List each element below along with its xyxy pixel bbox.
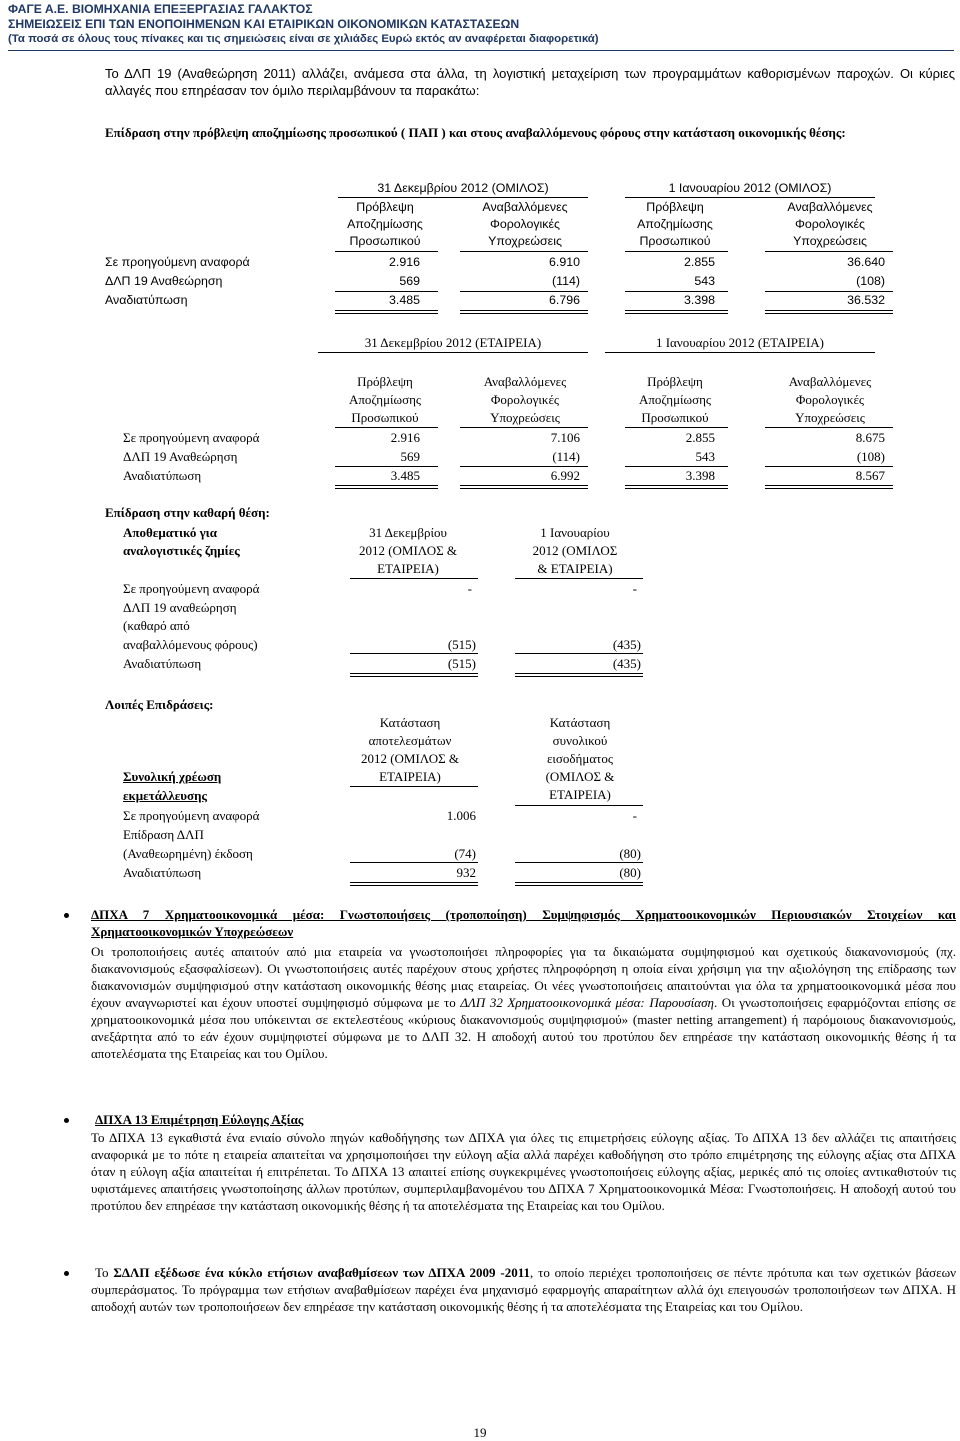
other-r2-v2: (80) [619,846,641,861]
company-total-rule4 [765,485,893,489]
equity-r2-v1: (515) [447,637,476,652]
equity-r2-label-2: (καθαρό από [123,618,190,633]
company-period-dec-underline [318,352,588,353]
group-row2-v3: 543 [694,274,715,288]
group-row3-label: Αναδιατύπωση [105,293,188,307]
group-row2-v1: 569 [399,274,420,288]
other-col2-h1: Κατάσταση [549,715,611,730]
other-col2-h5: ΕΤΑΙΡΕΙΑ) [549,787,611,802]
page-number: 19 [473,1425,487,1440]
equity-col1-rule [350,578,478,579]
group-row3-v4: 36.532 [847,293,885,307]
group-col3-rule [625,251,728,252]
group-col1-h2: Αποζημίωσης [347,217,423,231]
group-period-dec: 31 Δεκεμβρίου 2012 (ΟΜΙΛΟΣ) [377,181,549,195]
other-r3-v1: 932 [456,865,476,880]
group-total-rule4 [765,310,893,314]
company-period-jan: 1 Ιανουαρίου 2012 (ΕΤΑΙΡΕΙΑ) [655,335,825,350]
company-row2-label: ΔΛΠ 19 Αναθεώρηση [123,449,238,464]
annual-text-rest: , το οποίο περιέχει τροποποιήσεις σε πέντε πρότυπα και των σχετικών βάσεων συμπεράσματος. Το πρόγραμμα των ετήσιων αναβαθμίσεων παρέχει ένα μηχανισμό εφαρμογής απαραίτητων αλλά όχι επειγουσών τροποποιήσεων των ΔΠΧΑ. Η αποδοχή αυτών των τροποποιήσεων δεν επηρέασε την κατάσταση οικονομικής θέσης ή τα αποτελέσματα της Εταιρείας και του Ομίλου. [91,1265,957,1314]
equity-col2-h2: 2012 (ΟΜΙΛΟΣ [532,543,618,558]
other-r1-v1: 1.006 [446,808,476,823]
ifrs7-text-italic: ΔΛΠ 32 Χρηματοοικονομικά μέσα: Παρουσίαση [460,995,714,1010]
equity-col2-h3: & ΕΤΑΙΡΕΙΑ) [537,561,613,576]
equity-col2-rule [515,578,643,579]
company-period-jan-underline [605,352,875,353]
amounts-note: (Τα ποσά σε όλους τους πίνακες και τις σημειώσεις είναι σε χιλιάδες Ευρώ εκτός αν αναφέρεται διαφορετικά) [8,33,599,45]
other-r1-label: Σε προηγούμενη αναφορά [123,808,260,823]
company-period-dec: 31 Δεκεμβρίου 2012 (ΕΤΑΙΡΕΙΑ) [364,335,542,350]
other-col1-rule [350,786,478,787]
other-row-title-1: Συνολική χρέωση [123,769,222,784]
other-col1-h1: Κατάσταση [379,715,441,730]
company-name: ΦΑΓΕ Α.Ε. ΒΙΟΜΗΧΑΝΙΑ ΕΠΕΞΕΡΓΑΣΙΑΣ ΓΑΛΑΚΤΟΣ [8,2,313,16]
impact-heading: Επίδραση στην πρόβλεψη αποζημίωσης προσωπικού ( ΠΑΠ ) και στους αναβαλλόμενους φόρους στην κατάσταση οικονομικής θέσης: [105,125,846,140]
company-col3-h3: Προσωπικού [641,410,709,425]
company-row2-v1: 569 [400,449,420,464]
bullet-dot [64,1118,69,1123]
other-heading: Λοιπές Επιδράσεις: [105,697,214,712]
group-col1-rule [335,251,438,252]
ifrs7-paragraph [91,943,956,1062]
equity-r3-v1: (515) [447,656,476,671]
company-row1-v2: 7.106 [550,430,580,445]
group-col2-h1: Αναβαλλόμενες [482,200,568,214]
company-col2-h2: Φορολογικές [490,392,560,407]
equity-r2-v2: (435) [612,637,641,652]
bullet-dot [64,913,69,918]
other-r3-label: Αναδιατύπωση [123,865,202,880]
group-total-rule2 [460,310,588,314]
company-total-rule1 [335,485,438,489]
other-r2-label-1: Επίδραση ΔΛΠ [123,827,204,842]
equity-r3-label: Αναδιατύπωση [123,656,202,671]
other-col1-h4: ΕΤΑΙΡΕΙΑ) [379,769,441,784]
group-col3-h2: Αποζημίωσης [637,217,713,231]
group-row3-v1: 3.485 [388,293,420,307]
group-col2-h2: Φορολογικές [489,217,561,231]
group-col1-h1: Πρόβλεψη [356,200,414,214]
company-col2-rule [460,427,588,428]
equity-heading: Επίδραση στην καθαρή θέση: [105,505,270,520]
group-row1-v3: 2.855 [683,255,715,269]
other-col1-h3: 2012 (ΟΜΙΛΟΣ & [360,751,460,766]
group-col3-h1: Πρόβλεψη [646,200,704,214]
group-row1-label: Σε προηγούμενη αναφορά [105,255,250,269]
company-row1-v4: 8.675 [855,430,885,445]
equity-col2-h1: 1 Ιανουαρίου [540,525,610,540]
company-col1-h2: Αποζημίωσης [348,392,422,407]
other-col2-rule [515,805,643,806]
group-row3-v2: 6.796 [548,293,580,307]
other-col2-h2: συνολικού [552,733,608,748]
other-r2-label-2: (Αναθεωρημένη) έκδοση [123,846,253,861]
group-row2-v2: (114) [551,274,580,288]
company-col1-h1: Πρόβλεψη [357,374,413,389]
group-col4-h2: Φορολογικές [794,217,866,231]
company-col4-rule [765,427,893,428]
other-r3-v2: (80) [619,865,641,880]
company-row2-v4: (108) [856,449,885,464]
group-row3-v3: 3.398 [683,293,715,307]
equity-r1-v1: - [467,581,472,596]
company-row1-v3: 2.855 [685,430,715,445]
group-total-rule3 [625,310,728,314]
company-row1-label: Σε προηγούμενη αναφορά [123,430,260,445]
header-rule [8,50,954,51]
company-col4-h1: Αναβαλλόμενες [788,374,872,389]
equity-total-rule2 [515,673,643,677]
company-row2-v3: 543 [695,449,715,464]
company-row3-v1: 3.485 [390,468,420,483]
group-col2-h3: Υποχρεώσεις [488,234,562,248]
ifrs13-title: ΔΠΧΑ 13 Επιμέτρηση Εύλογης Αξίας [95,1112,304,1127]
group-period-jan: 1 Ιανουαρίου 2012 (ΟΜΙΛΟΣ) [668,181,832,195]
group-col4-rule [765,251,893,252]
equity-r1-v2: - [632,581,637,596]
group-col1-h3: Προσωπικού [349,234,421,248]
company-col2-h3: Υποχρεώσεις [490,410,560,425]
company-col1-h3: Προσωπικού [351,410,419,425]
equity-row-title-1: Αποθεματικό για [123,525,217,540]
group-col3-h3: Προσωπικού [639,234,711,248]
bullet-dot [64,1271,69,1276]
company-row3-label: Αναδιατύπωση [123,468,202,483]
company-col3-h2: Αποζημίωσης [638,392,712,407]
group-col4-h1: Αναβαλλόμενες [787,200,873,214]
equity-r2-label-1: ΔΛΠ 19 αναθεώρηση [123,600,237,615]
company-col4-h3: Υποχρεώσεις [795,410,865,425]
company-total-rule2 [460,485,588,489]
company-col4-h2: Φορολογικές [795,392,865,407]
group-row1-v1: 2.916 [388,255,420,269]
ifrs13-paragraph: Το ΔΠΧΑ 13 εγκαθιστά ένα ενιαίο σύνολο πηγών καθοδήγησης των ΔΠΧΑ για όλες τις επιμετρήσεις εύλογης αξίας. Το ΔΠΧΑ 13 δεν αλλάζει τις απαιτήσεις αναφορικά με το πότε η εταιρεία απαιτείται να χρησιμοποιήσει την εύλογη αξία αλλά παρέχει καθοδήγηση στο τρόπο επιμέτρησης της εύλογης αξίας στα ΔΠΧΑ όταν η εύλογη αξία απαιτείται ή επιτρέπεται. Το ΔΠΧΑ 13 απαιτεί επίσης συγκεκριμένες γνωστοποιήσεις εύλογης αξίας, μερικές από τις οποίες αντικαθιστούν τις υφιστάμενες απαιτήσεις γνωστοποίησης άλλων προτύπων, συμπεριλαμβανομένου του ΔΠΧΑ 7 Χρηματοοικονομικά Μέσα: Γνωστοποιήσεις. Η αποδοχή αυτού του προτύπου δεν επηρέασε την κατάσταση οικονομικής θέσης ή τα αποτελέσματα της Εταιρείας και του Ομίλου. [91,1130,956,1213]
group-period-jan-underline [625,197,875,198]
company-col3-h1: Πρόβλεψη [647,374,703,389]
group-period-dec-underline [338,197,588,198]
other-r1-v2: - [632,808,637,823]
company-row2-v2: (114) [552,449,580,464]
group-row1-v2: 6.910 [548,255,580,269]
group-row2-label: ΔΛΠ 19 Αναθεώρηση [105,274,223,288]
company-row3-v3: 3.398 [685,468,715,483]
other-r2-v1: (74) [454,846,476,861]
annual-text-pre: Το [95,1265,114,1280]
company-row3-v4: 8.567 [855,468,885,483]
equity-r1-label: Σε προηγούμενη αναφορά [123,581,260,596]
equity-col1-h2: 2012 (ΟΜΙΛΟΣ & [358,543,458,558]
company-row3-v2: 6.992 [550,468,580,483]
other-total-rule2 [515,882,643,886]
group-row1-v4: 36.640 [847,255,885,269]
annual-text-bold: ΣΔΛΠ εξέδωσε ένα κύκλο ετήσιων αναβαθμίσεων των ΔΠΧΑ 2009 -2011 [113,1265,530,1280]
group-col4-h3: Υποχρεώσεις [793,234,867,248]
other-total-rule1 [350,882,478,886]
equity-col1-h3: ΕΤΑΙΡΕΙΑ) [377,561,439,576]
ifrs7-text-b: . Οι γνωστοποιήσεις εφαρμόζονται επίσης σε χρηματοοικονομικά μέσα που υπόκεινται σε εκτελεστέους «κύριους διακανονισμούς συμψηφισμού» (master netting arrangement) ή παρόμοιους διακανονισμούς, ανεξάρτητα από το εάν έχουν συμψηφιστεί σύμφωνα με το ΔΛΠ 32. Η αποδοχή αυτού του προτύπου δεν επηρέασε την κατάσταση οικονομικής θέσης ή τα αποτελέσματα της Εταιρείας και του Ομίλου. [91,995,956,1061]
other-row-title-2: εκμετάλλευσης [123,788,207,803]
group-row2-v4: (108) [856,274,885,288]
ifrs7-text-a: Οι τροποποιήσεις αυτές απαιτούν από μια εταιρεία να γνωστοποιήσει πληροφορίες για τα δικαιώματα συμψηφισμού και σχετικούς διακανονισμούς (πχ. διακανονισμούς εξασφαλίσεων). Οι γνωστοποιήσεις αυτές παρέχουν στους χρήστες πληροφόρηση η οποία είναι χρήσιμη για την αξιολόγηση της επίδρασης των διακανονισμών συμψηφισμού στην κατάσταση οικονομικής θέσης μιας εταιρείας. Οι νέες γνωστοποιήσεις απαιτούνται για όλα τα χρηματοοικονομικά μέσα που έχουν αναγνωριστεί και έχουν υποστεί συμψηφισμό σύμφωνα με το [91,944,956,1010]
group-total-rule1 [335,310,438,314]
other-sum-rule1 [350,862,478,863]
notes-title: ΣΗΜΕΙΩΣΕΙΣ ΕΠΙ ΤΩΝ ΕΝΟΠΟΙΗΜΕΝΩΝ ΚΑΙ ΕΤΑΙΡΙΚΩΝ ΟΙΚΟΝΟΜΙΚΩΝ ΚΑΤΑΣΤΑΣΕΩΝ [8,17,520,31]
equity-r2-label-3: αναβαλλόμενους φόρους) [123,637,258,652]
other-col2-h4: (ΟΜΙΛΟΣ & [545,769,615,784]
equity-sum-rule1 [350,653,478,654]
document-header [8,2,599,47]
company-col2-h1: Αναβαλλόμενες [483,374,567,389]
group-col2-rule [460,251,588,252]
company-col3-rule [625,427,728,428]
equity-row-title-2: αναλογιστικές ζημίες [123,543,240,558]
equity-total-rule1 [350,673,478,677]
other-col2-h3: εισοδήματος [546,751,614,766]
company-col1-rule [335,427,438,428]
equity-sum-rule2 [515,653,643,654]
intro-paragraph: Το ΔΛΠ 19 (Αναθεώρηση 2011) αλλάζει, ανάμεσα στα άλλα, τη λογιστική μεταχείριση των προγραμμάτων καθορισμένων παροχών. Οι κύριες αλλαγές που επηρέασαν τον όμιλο περιλαμβάνουν τα παρακάτω: [105,66,955,98]
equity-r3-v2: (435) [612,656,641,671]
equity-col1-h1: 31 Δεκεμβρίου [369,525,447,540]
other-col1-h2: αποτελεσμάτων [368,733,452,748]
company-total-rule3 [625,485,728,489]
company-row1-v1: 2.916 [390,430,420,445]
annual-improvements-paragraph [91,1264,956,1315]
other-sum-rule2 [515,862,643,863]
ifrs7-title: ΔΠΧΑ 7 Χρηματοοικονομικά μέσα: Γνωστοποιήσεις (τροποποίηση) Συμψηφισμός Χρηματοοικονομικών Περιουσιακών Στοιχείων και Χρηματοοικονομικών Υποχρεώσεων [91,907,956,939]
